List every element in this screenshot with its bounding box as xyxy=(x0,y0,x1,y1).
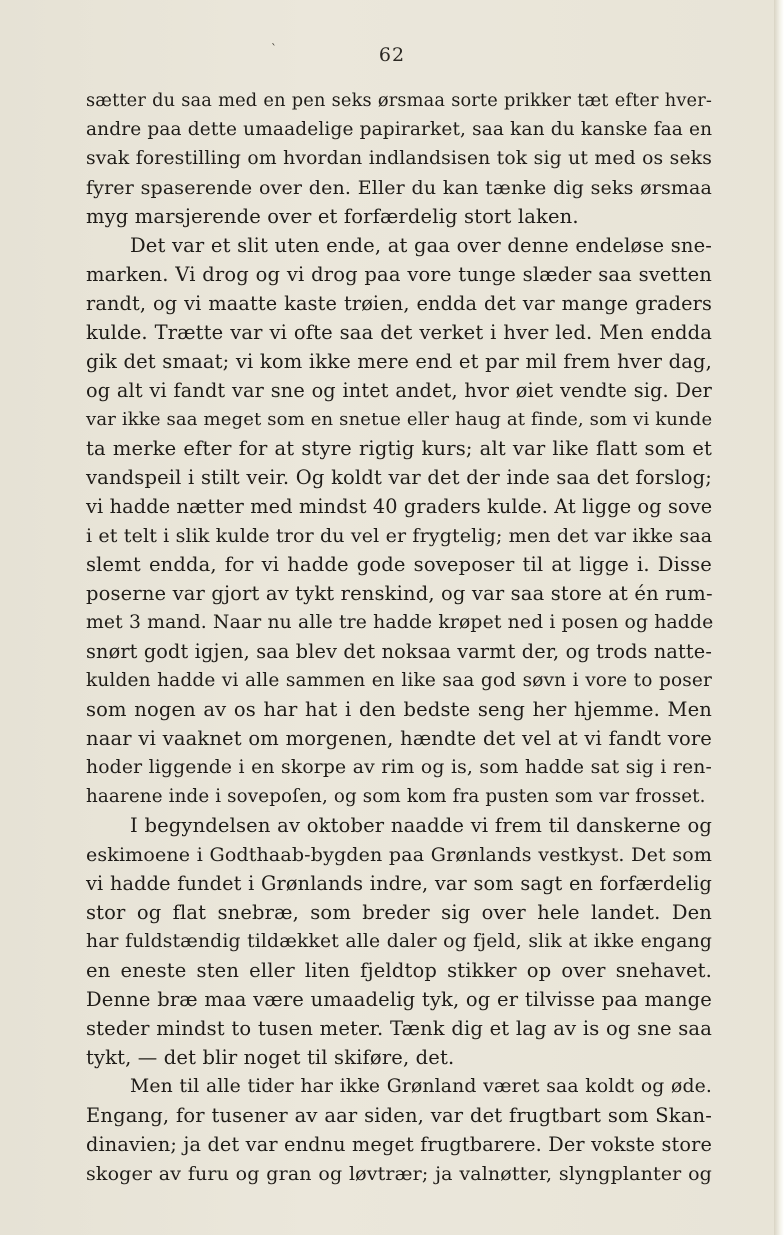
text-line: som nogen av os har hat i den bedste seng her hjemme. Men xyxy=(86,698,712,721)
text-line: met 3 mand. Naar nu alle tre hadde krøpet ned i posen og hadde xyxy=(86,612,714,633)
text-line: eskimoene i Godthaab-bygden paa Grønlands vestkyst. Det som xyxy=(86,844,712,866)
text-line: hoder liggende i en skorpe av rim og is, som hadde sat sig i ren- xyxy=(86,757,712,778)
text-line: Engang, for tusener av aar siden, var det frugtbart som Skan- xyxy=(86,1104,712,1127)
text-line: slemt endda, for vi hadde gode soveposer til at ligge i. Disse xyxy=(86,553,712,576)
text-line: myg marsjerende over et forfærdelig stort laken. xyxy=(86,205,579,228)
text-line: vi hadde nætter med mindst 40 graders kulde. At ligge og sove xyxy=(86,495,713,518)
print-mark: ` xyxy=(271,42,277,56)
text-line: I begyndelsen av oktober naadde vi frem til danskerne og xyxy=(130,814,712,837)
text-line: og alt vi fandt var sne og intet andet, hvor øiet vendte sig. Der xyxy=(86,379,712,402)
text-line: sætter du saa med en pen seks ørsmaa sorte prikker tæt efter hver- xyxy=(86,91,712,111)
text-line: skoger av furu og gran og løvtrær; ja valnøtter, slyngplanter og xyxy=(86,1163,712,1185)
text-line: dinavien; ja det var endnu meget frugtbarere. Der vokste store xyxy=(86,1133,712,1156)
text-line: steder mindst to tusen meter. Tænk dig et lag av is og sne saa xyxy=(86,1017,712,1040)
text-line: haarene inde i sovepoſen, og som kom fra pusten som var frosset. xyxy=(86,786,706,807)
text-line: stor og flat snebræ, som breder sig over hele landet. Den xyxy=(86,901,712,924)
text-line: tykt, — det blir noget til skiføre, det. xyxy=(86,1046,455,1069)
text-line: snørt godt igjen, saa blev det noksaa varmt der, og trods natte- xyxy=(86,640,712,663)
text-line: svak forestilling om hvordan indlandsisen tok sig ut med os seks xyxy=(86,148,712,169)
text-line: marken. Vi drog og vi drog paa vore tunge slæder saa svetten xyxy=(86,263,712,286)
page-edge xyxy=(774,0,784,1235)
text-line: andre paa dette umaadelige papirarket, saa kan du kanske faa en xyxy=(86,119,713,140)
text-line: fyrer spaserende over den. Eller du kan tænke dig seks ørsmaa xyxy=(86,177,712,199)
text-line: vandspeil i stilt veir. Og koldt var det der inde saa det forslog; xyxy=(86,466,712,489)
text-line: Denne bræ maa være umaadelig tyk, og er tilvisse paa mange xyxy=(86,988,712,1011)
text-line: var ikke saa meget som en snetue eller haug at finde, som vi kunde xyxy=(86,409,713,430)
text-line: en eneste sten eller liten fjeldtop stikker op over snehavet. xyxy=(86,959,712,982)
text-line: Det var et slit uten ende, at gaa over denne endeløse sne- xyxy=(130,234,712,257)
text-line: poserne var gjort av tykt renskind, og var saa store at én rum- xyxy=(86,582,713,605)
text-line: naar vi vaaknet om morgenen, hændte det vel at vi fandt vore xyxy=(86,727,712,750)
text-line: Men til alle tider har ikke Grønland været saa koldt og øde. xyxy=(130,1076,712,1097)
text-line: kulde. Trætte var vi ofte saa det verket i hver led. Men endda xyxy=(86,321,712,344)
text-line: gik det smaat; vi kom ikke mere end et par mil frem hver dag, xyxy=(86,350,712,373)
text-line: i et telt i slik kulde tror du vel er frygtelig; men det var ikke saa xyxy=(86,525,713,547)
text-line: vi hadde fundet i Grønlands indre, var som sagt en forfærdelig xyxy=(86,872,712,895)
text-line: randt, og vi maatte kaste trøien, endda det var mange graders xyxy=(86,292,712,315)
text-line: har fuldstændig tildækket alle daler og fjeld, slik at ikke engang xyxy=(86,931,712,952)
text-line: kulden hadde vi alle sammen en like saa god søvn i vore to poser xyxy=(86,670,712,691)
page-number: 62 xyxy=(378,44,406,66)
text-line: ta merke efter for at styre rigtig kurs; alt var like flatt som et xyxy=(86,437,712,460)
